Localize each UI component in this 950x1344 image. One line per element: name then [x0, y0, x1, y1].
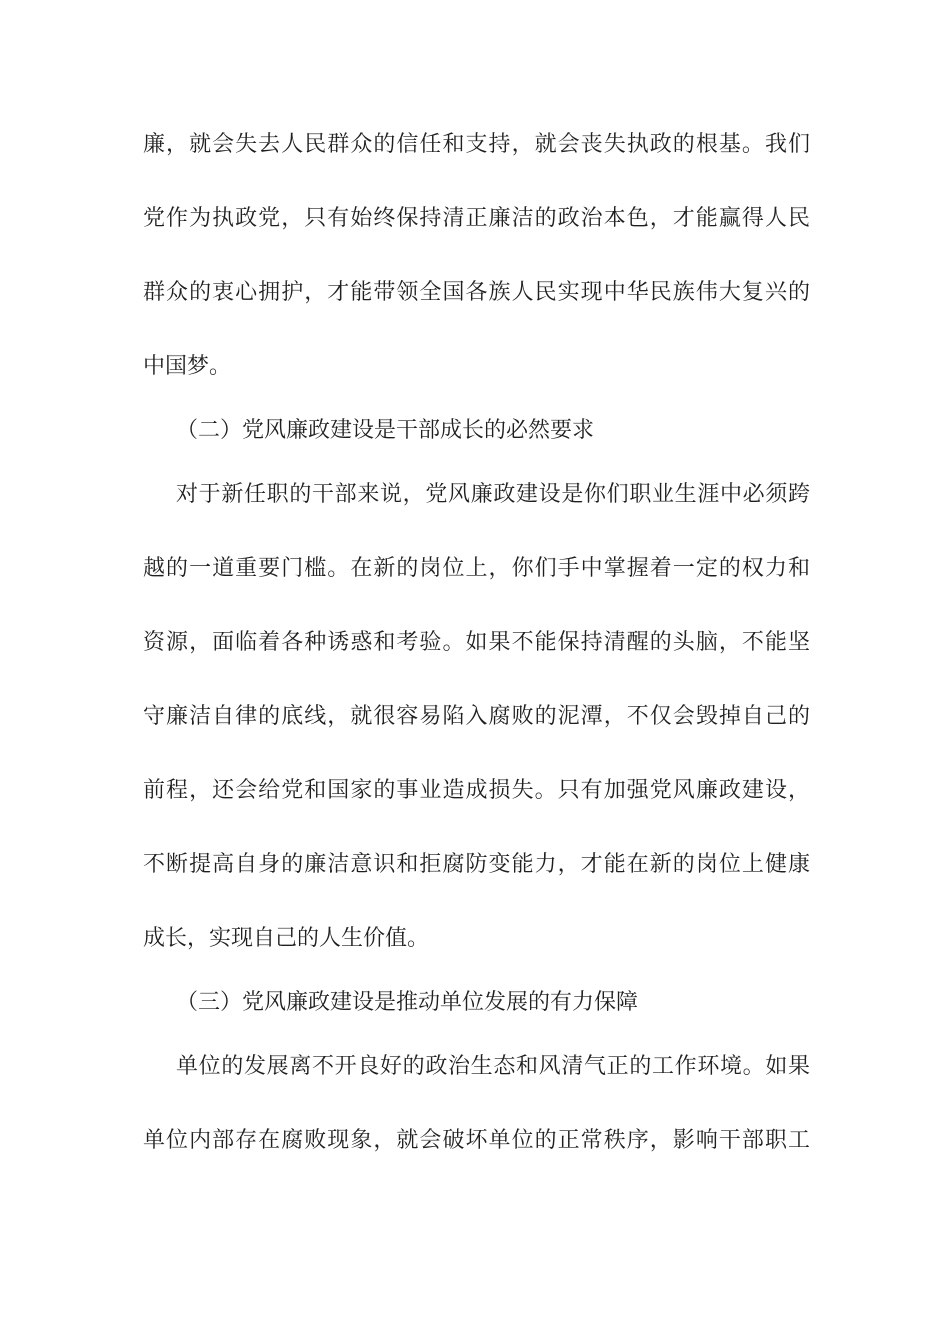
text-line: 单位内部存在腐败现象，就会破坏单位的正常秩序，影响干部职工 — [143, 1127, 810, 1152]
text-line: 党作为执政党，只有始终保持清正廉洁的政治本色，才能赢得人民 — [143, 205, 810, 230]
text-line: 对于新任职的干部来说，党风廉政建设是你们职业生涯中必须跨 — [176, 481, 810, 506]
section-heading: （三）党风廉政建设是推动单位发展的有力保障 — [176, 989, 639, 1014]
text-line: 前程，还会给党和国家的事业造成损失。只有加强党风廉政建设， — [143, 777, 810, 802]
section-heading: （二）党风廉政建设是干部成长的必然要求 — [176, 417, 595, 442]
text-line: 廉，就会失去人民群众的信任和支持，就会丧失执政的根基。我们 — [143, 131, 810, 156]
text-line: 守廉洁自律的底线，就很容易陷入腐败的泥潭，不仅会毁掉自己的 — [143, 703, 810, 728]
text-line: 单位的发展离不开良好的政治生态和风清气正的工作环境。如果 — [176, 1053, 810, 1078]
text-line: 中国梦。 — [143, 353, 232, 378]
text-line: 群众的衷心拥护，才能带领全国各族人民实现中华民族伟大复兴的 — [143, 279, 810, 304]
text-line: 不断提高自身的廉洁意识和拒腐防变能力，才能在新的岗位上健康 — [143, 851, 810, 876]
text-line: 资源，面临着各种诱惑和考验。如果不能保持清醒的头脑，不能坚 — [143, 629, 810, 654]
text-line: 越的一道重要门槛。在新的岗位上，你们手中掌握着一定的权力和 — [143, 555, 810, 580]
text-line: 成长，实现自己的人生价值。 — [143, 925, 430, 950]
